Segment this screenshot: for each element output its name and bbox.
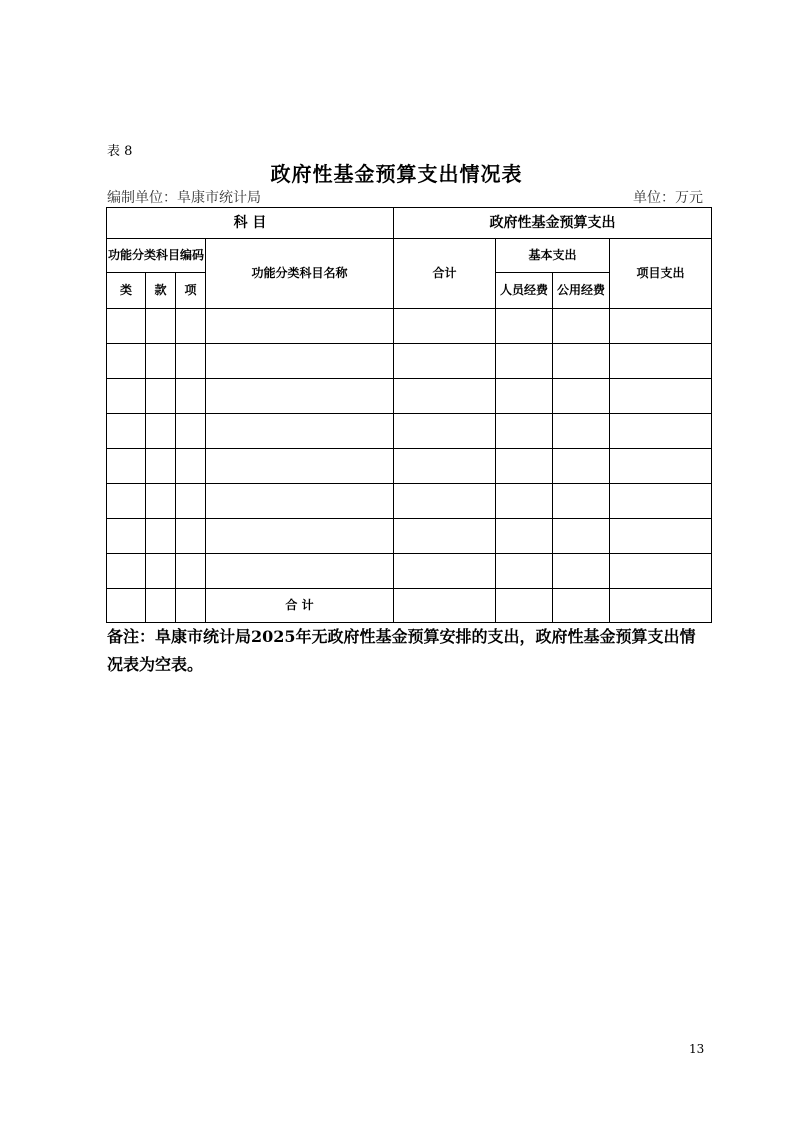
- table-row: [107, 344, 712, 379]
- total-row-label: 合 计: [206, 589, 394, 623]
- project-expense-header: 项目支出: [610, 239, 712, 309]
- total-row: [107, 589, 712, 623]
- basic-expense-header: 基本支出: [496, 239, 610, 273]
- total-header: 合计: [394, 239, 496, 309]
- table-number-label: 表 8: [107, 144, 133, 159]
- budget-table: [106, 207, 712, 623]
- xiang-header: 项: [176, 273, 206, 309]
- page-number: 13: [689, 1042, 705, 1056]
- kuan-header: 款: [146, 273, 176, 309]
- table-row: [107, 554, 712, 589]
- table-row: [107, 519, 712, 554]
- personnel-expense-header: 人员经费: [496, 273, 553, 309]
- remark-note: 备注：阜康市统计局2025年无政府性基金预算安排的支出，政府性基金预算支出情况表为空表。: [107, 627, 696, 674]
- page-title: 政府性基金预算支出情况表: [270, 162, 523, 186]
- table-row: [107, 449, 712, 484]
- table-row: [107, 414, 712, 449]
- currency-unit: 单位：万元: [633, 190, 703, 206]
- func-code-header: 功能分类科目编码: [107, 239, 206, 273]
- expense-group-header: 政府性基金预算支出: [394, 208, 712, 239]
- table-row: [107, 484, 712, 519]
- func-name-header: 功能分类科目名称: [206, 239, 394, 309]
- public-expense-header: 公用经费: [553, 273, 610, 309]
- table-row: [107, 379, 712, 414]
- subject-group-header: 科 目: [107, 208, 394, 239]
- lei-header: 类: [107, 273, 146, 309]
- compiling-unit: 编制单位：阜康市统计局: [107, 190, 261, 206]
- table-row: [107, 309, 712, 344]
